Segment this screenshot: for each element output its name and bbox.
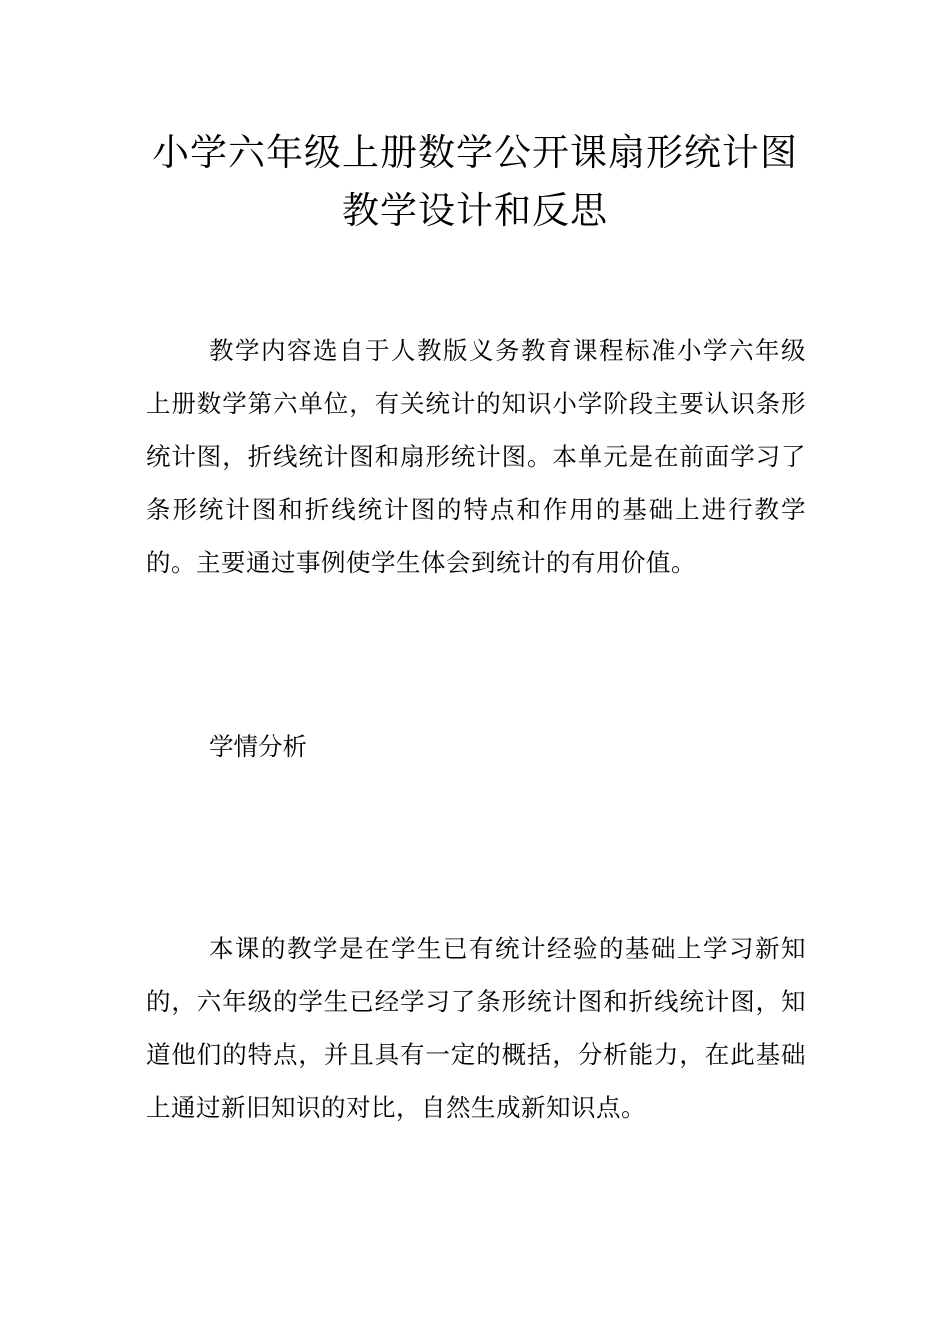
title-line-1: 小学六年级上册数学公开课扇形统计图	[152, 131, 798, 174]
analysis-paragraph: 本课的教学是在学生已有统计经验的基础上学习新知的，六年级的学生已经学习了条形统计图和折线统计图，知道他们的特点，并且具有一定的概括，分析能力，在此基础上通过新旧知识的对比，自然生成新知识点。	[146, 934, 806, 1122]
section-heading: 学情分析	[209, 732, 307, 761]
title-line-2: 教学设计和反思	[342, 189, 608, 232]
page-title	[120, 124, 830, 240]
intro-paragraph: 教学内容选自于人教版义务教育课程标准小学六年级上册数学第六单位，有关统计的知识小学阶段主要认识条形统计图，折线统计图和扇形统计图。本单元是在前面学习了条形统计图和折线统计图的特点和作用的基础上进行教学的。主要通过事例使学生体会到统计的有用价值。	[146, 336, 806, 577]
